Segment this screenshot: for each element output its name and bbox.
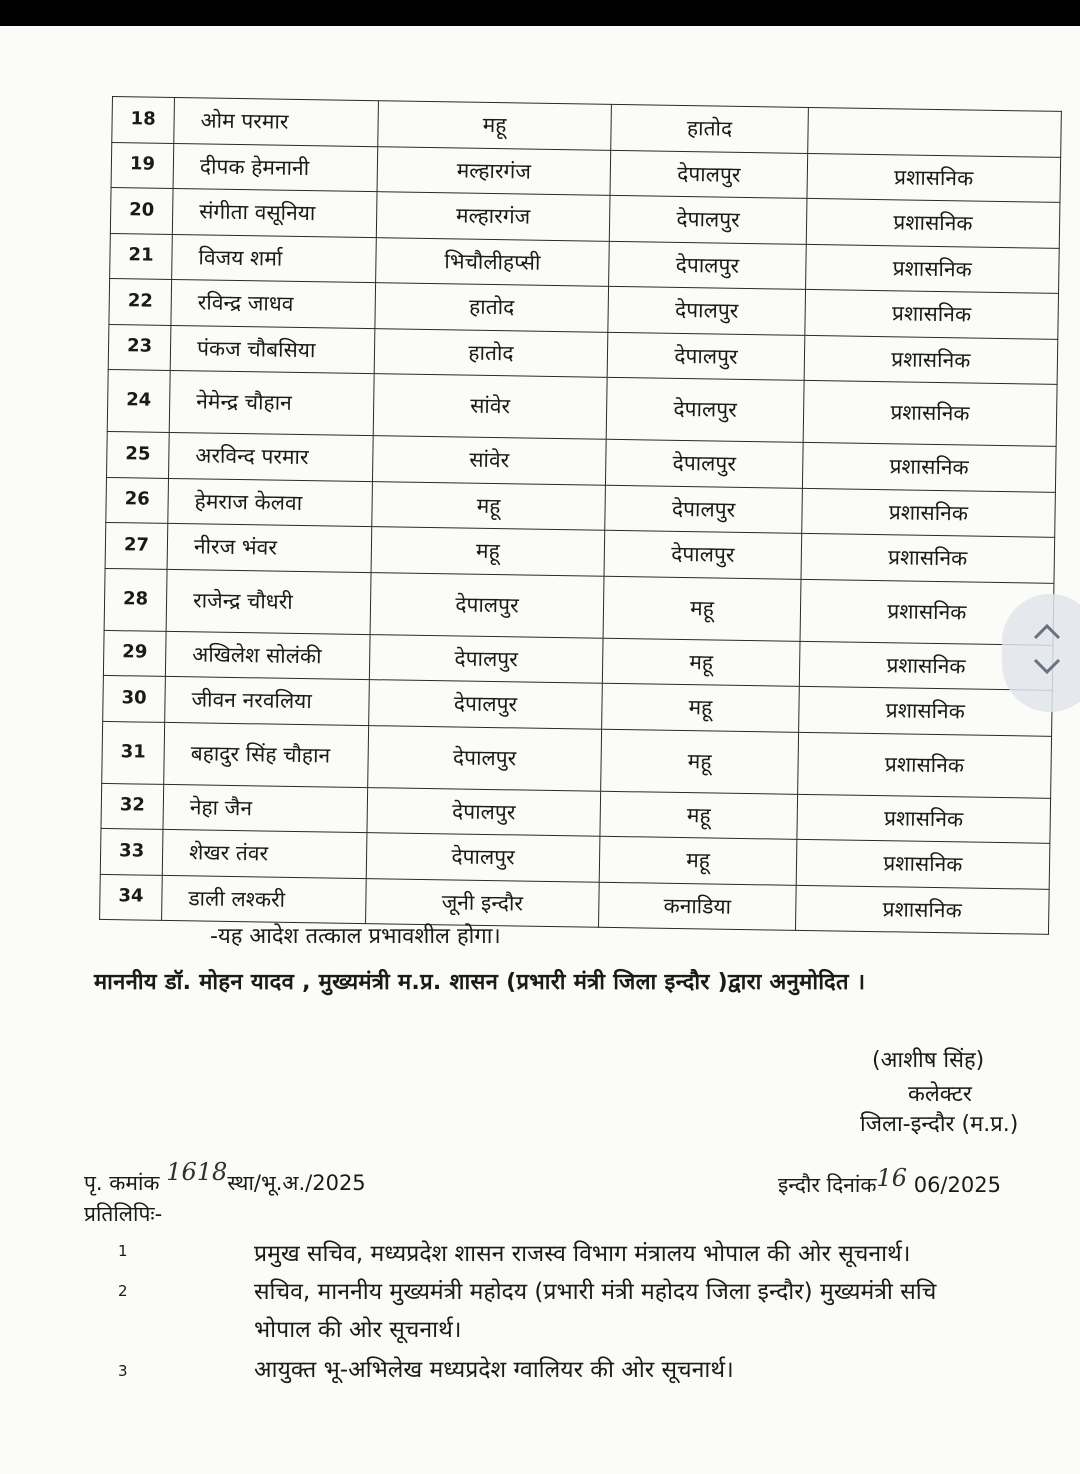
serial-cell: 30 <box>103 675 166 721</box>
date-rest: 06/2025 <box>913 1173 1001 1197</box>
serial-cell: 34 <box>100 874 163 920</box>
reason-cell: प्रशासनिक <box>798 686 1052 735</box>
to-place-cell: देपालपुर <box>606 439 803 488</box>
name-cell: शेखर तंवर <box>162 829 366 878</box>
name-cell: अखिलेश सोलंकी <box>165 631 369 680</box>
approval-line: माननीय डॉ. मोहन यादव , मुख्यमंत्री म.प्र. शासन (प्रभारी मंत्री जिला इन्दौर )द्वारा अनुमोदित । <box>94 970 866 995</box>
reference-suffix: स्था/भू.अ./2025 <box>227 1171 366 1195</box>
name-cell: पंकज चौबसिया <box>170 325 374 374</box>
name-cell: हेमराज केलवा <box>168 478 372 527</box>
name-cell: रविन्द्र जाधव <box>171 279 375 328</box>
to-place-cell: महू <box>601 729 798 794</box>
signatory-designation: कलेक्टर <box>908 1082 972 1107</box>
reason-cell: प्रशासनिक <box>804 335 1058 384</box>
serial-cell: 19 <box>111 142 174 188</box>
from-place-cell: भिचौलीहप्सी <box>375 237 609 286</box>
serial-cell: 28 <box>104 568 167 631</box>
signatory-name: (आशीष सिंह) <box>872 1048 985 1073</box>
from-place-cell: जूनी इन्दौर <box>365 878 599 927</box>
from-place-cell: देपालपुर <box>367 725 602 791</box>
name-cell: विजय शर्मा <box>172 234 376 283</box>
name-cell: नेहा जैन <box>163 784 367 833</box>
serial-cell: 23 <box>108 324 171 370</box>
to-place-cell: महू <box>600 791 797 840</box>
reason-cell: प्रशासनिक <box>806 198 1060 247</box>
from-place-cell: महू <box>371 527 605 576</box>
serial-cell: 22 <box>109 278 172 324</box>
to-place-cell: देपालपुर <box>607 332 804 381</box>
to-place-cell: देपालपुर <box>609 241 806 290</box>
to-place-cell: महू <box>603 638 800 687</box>
name-cell: बहादुर सिंह चौहान <box>164 722 369 787</box>
to-place-cell: देपालपुर <box>610 195 807 244</box>
name-cell: संगीता वसूनिया <box>172 188 376 237</box>
from-place-cell: देपालपुर <box>368 680 602 729</box>
name-cell: जीवन नरवलिया <box>165 676 369 725</box>
serial-cell: 27 <box>105 522 168 568</box>
copy-item-text: प्रमुख सचिव, मध्यप्रदेश शासन राजस्व विभाग मंत्रालय भोपाल की ओर सूचनार्थ। <box>254 1241 911 1267</box>
reason-cell: प्रशासनिक <box>801 488 1055 537</box>
from-place-cell: महू <box>377 101 611 150</box>
reference-handwritten-number: 1618 <box>166 1158 228 1186</box>
page-scroll-widget[interactable] <box>1002 594 1080 712</box>
to-place-cell: हातोद <box>611 104 808 153</box>
reference-number <box>84 1158 366 1197</box>
to-place-cell: महू <box>603 576 800 641</box>
name-cell: दीपक हेमनानी <box>173 143 377 192</box>
reason-cell: प्रशासनिक <box>795 885 1049 934</box>
serial-cell: 31 <box>102 721 165 784</box>
date-handwritten-day: 16 <box>876 1164 908 1192</box>
from-place-cell: सांवेर <box>372 436 606 485</box>
from-place-cell: देपालपुर <box>370 572 605 638</box>
date-prefix: इन्दौर दिनांक <box>778 1173 877 1197</box>
copy-item-text: आयुक्त भू-अभिलेख मध्यप्रदेश ग्वालियर की ओर सूचनार्थ। <box>254 1357 734 1383</box>
serial-cell: 32 <box>101 783 164 829</box>
copy-item-text: सचिव, माननीय मुख्यमंत्री महोदय (प्रभारी मंत्री महोदय जिला इन्दौर) मुख्यमंत्री सचि <box>254 1279 937 1305</box>
from-place-cell: हातोद <box>374 328 608 377</box>
order-effective-note: -यह आदेश तत्काल प्रभावशील होगा। <box>210 924 501 949</box>
reason-cell: प्रशासनिक <box>799 641 1053 690</box>
from-place-cell: सांवेर <box>373 374 608 440</box>
to-place-cell: कनाडिया <box>599 882 796 931</box>
reference-prefix: पृ. कमांक <box>84 1171 160 1195</box>
name-cell: नीरज भंवर <box>167 523 371 572</box>
reason-cell: प्रशासनिक <box>796 839 1050 888</box>
from-place-cell: मल्हारगंज <box>376 192 610 241</box>
serial-cell: 33 <box>100 828 163 874</box>
reason-cell: प्रशासनिक <box>807 153 1061 202</box>
top-black-bar <box>0 0 1080 26</box>
to-place-cell: महू <box>602 683 799 732</box>
copy-item-number: 2 <box>118 1282 128 1300</box>
serial-cell: 18 <box>112 97 175 143</box>
to-place-cell: देपालपुर <box>604 530 801 579</box>
copy-item-text: भोपाल की ओर सूचनार्थ। <box>254 1317 462 1343</box>
reason-cell: प्रशासनिक <box>803 380 1057 446</box>
name-cell: डाली लश्करी <box>162 875 366 924</box>
from-place-cell: देपालपुर <box>369 634 603 683</box>
from-place-cell: महू <box>371 481 605 530</box>
serial-cell: 26 <box>106 477 169 523</box>
from-place-cell: देपालपुर <box>367 787 601 836</box>
chevron-up-icon[interactable] <box>1032 622 1062 642</box>
name-cell: ओम परमार <box>174 97 378 146</box>
name-cell: राजेन्द्र चौधरी <box>166 569 371 634</box>
reason-cell: प्रशासनिक <box>797 732 1051 798</box>
copy-to-label: प्रतिलिपिः- <box>84 1202 163 1226</box>
reason-cell <box>807 107 1061 156</box>
signatory-office: जिला-इन्दौर (म.प्र.) <box>860 1112 1019 1137</box>
serial-cell: 20 <box>110 187 173 233</box>
reason-cell: प्रशासनिक <box>801 533 1055 582</box>
name-cell: नेमेन्द्र चौहान <box>169 370 374 435</box>
transfer-table-body <box>100 97 1062 935</box>
reason-cell: प्रशासनिक <box>797 794 1051 843</box>
copy-item-number: 3 <box>118 1362 128 1380</box>
from-place-cell: देपालपुर <box>366 833 600 882</box>
chevron-down-icon[interactable] <box>1032 656 1062 676</box>
to-place-cell: देपालपुर <box>605 485 802 534</box>
to-place-cell: देपालपुर <box>606 377 803 442</box>
to-place-cell: देपालपुर <box>608 286 805 335</box>
reason-cell: प्रशासनिक <box>802 442 1056 491</box>
copy-item-number: 1 <box>118 1242 128 1260</box>
to-place-cell: देपालपुर <box>610 150 807 199</box>
reason-cell: प्रशासनिक <box>800 579 1054 645</box>
serial-cell: 21 <box>110 233 173 279</box>
serial-cell: 24 <box>107 369 170 432</box>
from-place-cell: मल्हारगंज <box>377 146 611 195</box>
reason-cell: प्रशासनिक <box>805 289 1059 338</box>
serial-cell: 25 <box>107 431 170 477</box>
reference-date <box>778 1164 1001 1199</box>
reason-cell: प्रशासनिक <box>805 244 1059 293</box>
from-place-cell: हातोद <box>375 283 609 332</box>
name-cell: अरविन्द परमार <box>169 432 373 481</box>
serial-cell: 29 <box>103 630 166 676</box>
transfer-table <box>99 96 1062 935</box>
to-place-cell: महू <box>599 836 796 885</box>
